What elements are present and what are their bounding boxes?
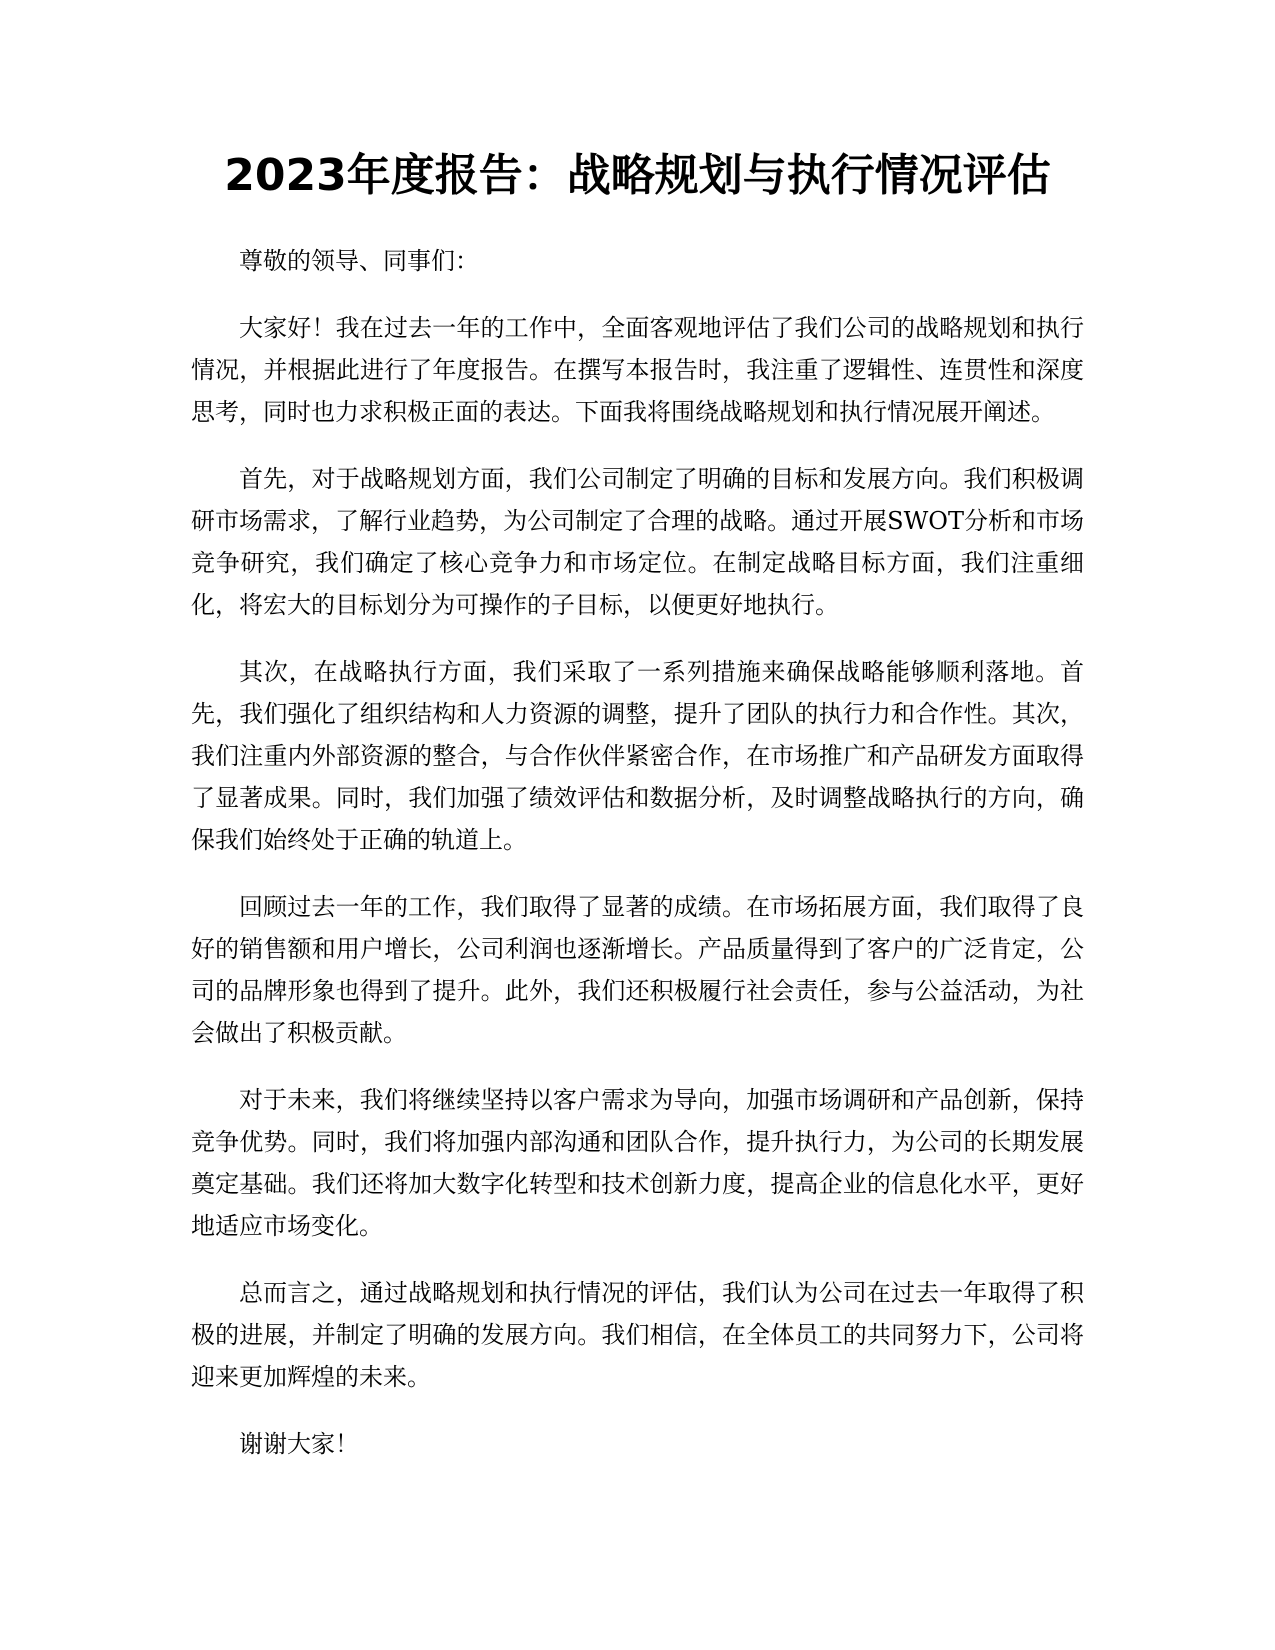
paragraph-review: 回顾过去一年的工作，我们取得了显著的成绩。在市场拓展方面，我们取得了良好的销售额和用户增长，公司利润也逐渐增长。产品质量得到了客户的广泛肯定，公司的品牌形象也得到了提升。此外，我们还积极履行社会责任，参与公益活动，为社会做出了积极贡献。	[191, 893, 1084, 1047]
paragraph-intro: 大家好！我在过去一年的工作中，全面客观地评估了我们公司的战略规划和执行情况，并根据此进行了年度报告。在撰写本报告时，我注重了逻辑性、连贯性和深度思考，同时也力求积极正面的表达。下面我将围绕战略规划和执行情况展开阐述。	[191, 314, 1084, 426]
salutation: 尊敬的领导、同事们：	[239, 247, 479, 275]
paragraph-strategy-execution: 其次，在战略执行方面，我们采取了一系列措施来确保战略能够顺利落地。首先，我们强化了组织结构和人力资源的调整，提升了团队的执行力和合作性。其次，我们注重内外部资源的整合，与合作伙伴紧密合作，在市场推广和产品研发方面取得了显著成果。同时，我们加强了绩效评估和数据分析，及时调整战略执行的方向，确保我们始终处于正确的轨道上。	[191, 658, 1084, 854]
paragraph-conclusion: 总而言之，通过战略规划和执行情况的评估，我们认为公司在过去一年取得了积极的进展，并制定了明确的发展方向。我们相信，在全体员工的共同努力下，公司将迎来更加辉煌的未来。	[191, 1279, 1084, 1391]
document-body	[191, 240, 1084, 1490]
document-title: 2023年度报告：战略规划与执行情况评估	[224, 150, 1051, 201]
paragraph-future: 对于未来，我们将继续坚持以客户需求为导向，加强市场调研和产品创新，保持竞争优势。同时，我们将加强内部沟通和团队合作，提升执行力，为公司的长期发展奠定基础。我们还将加大数字化转型和技术创新力度，提高企业的信息化水平，更好地适应市场变化。	[191, 1086, 1084, 1240]
paragraph-strategy-planning: 首先，对于战略规划方面，我们公司制定了明确的目标和发展方向。我们积极调研市场需求，了解行业趋势，为公司制定了合理的战略。通过开展SWOT分析和市场竞争研究，我们确定了核心竞争力和市场定位。在制定战略目标方面，我们注重细化，将宏大的目标划分为可操作的子目标，以便更好地执行。	[191, 465, 1084, 619]
closing-thanks: 谢谢大家！	[239, 1430, 359, 1458]
